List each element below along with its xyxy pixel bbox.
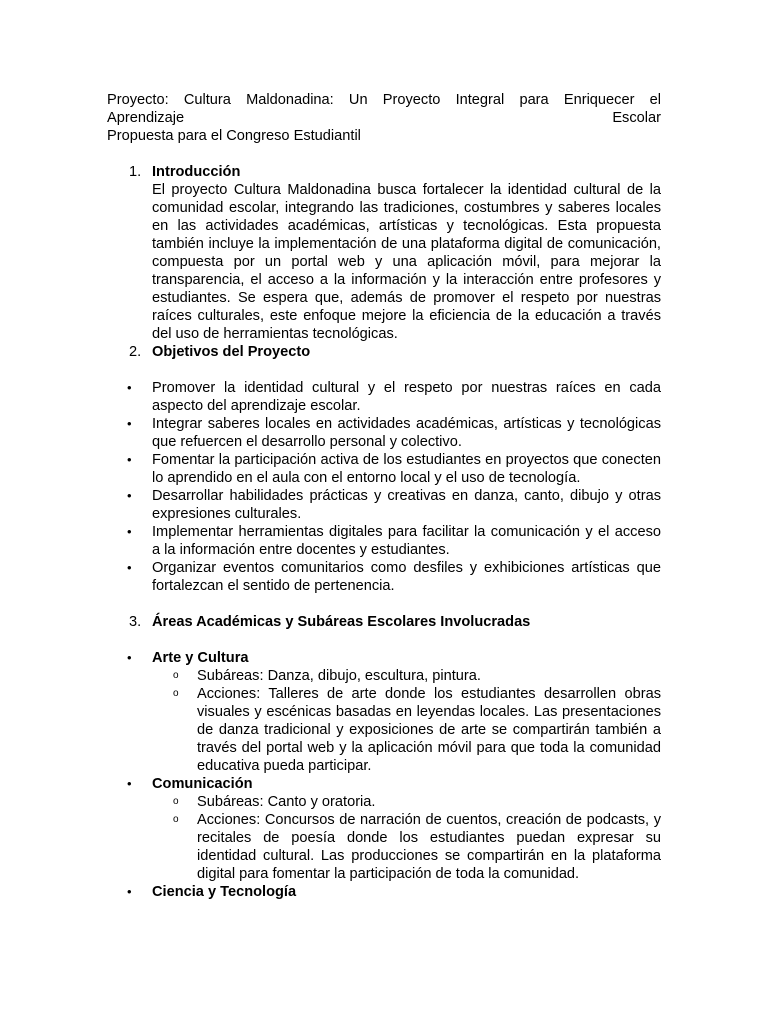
bullet-icon: •	[127, 380, 132, 395]
area-title: Arte y Cultura	[152, 650, 249, 666]
bullet-icon: •	[127, 560, 132, 575]
sub-list	[152, 667, 661, 775]
objective-text: Fomentar la participación activa de los estudiantes en proyectos que conecten lo aprendido en el aula con el entorno local y el uso de tecnología.	[152, 452, 661, 486]
objective-text: Integrar saberes locales en actividades académicas, artísticas y tecnológicas que refuercen el desarrollo personal y colectivo.	[152, 416, 661, 450]
list-item	[107, 523, 661, 559]
sub-item-text: Subáreas: Canto y oratoria.	[197, 794, 376, 810]
area-title: Ciencia y Tecnología	[152, 884, 297, 900]
sub-item-text: Subáreas: Danza, dibujo, escultura, pintura.	[197, 668, 481, 684]
section-number: 2.	[129, 344, 142, 360]
spacer	[107, 145, 661, 163]
areas-list	[107, 649, 661, 901]
project-title-escolar: Escolar	[612, 110, 661, 126]
section-objetivos	[107, 343, 661, 361]
area-item-arte-y-cultura	[107, 649, 661, 775]
project-subtitle: Propuesta para el Congreso Estudiantil	[107, 128, 361, 144]
sub-list-item	[152, 811, 661, 883]
objective-text: Desarrollar habilidades prácticas y creativas en danza, canto, dibujo y otras expresiones culturales.	[152, 488, 661, 522]
sub-list	[152, 793, 661, 883]
list-item	[107, 487, 661, 523]
area-item-ciencia-y-tecnologia	[107, 883, 661, 901]
list-item	[107, 559, 661, 595]
area-title: Comunicación	[152, 776, 253, 792]
sub-list-item	[152, 667, 661, 685]
project-title-line-1: Proyecto: Cultura Maldonadina: Un Proyecto Integral para Enriquecer el	[107, 92, 661, 108]
project-title-line-2	[107, 109, 661, 127]
section-number: 3.	[129, 614, 142, 630]
list-item	[107, 415, 661, 451]
spacer	[107, 595, 661, 613]
bullet-icon: •	[127, 884, 132, 899]
sub-item-text: Acciones: Talleres de arte donde los estudiantes desarrollen obras visuales y escénicas basadas en leyendas locales. Las presentaciones de danza tradicional y exposiciones de arte se compartirán también a través del portal web y la aplicación móvil para que toda la comunidad educativa pueda participar.	[197, 686, 661, 774]
list-item	[107, 379, 661, 415]
bullet-icon: •	[127, 416, 132, 431]
section-number: 1.	[129, 164, 142, 180]
list-item	[107, 451, 661, 487]
section-introduccion	[107, 163, 661, 343]
project-title-aprendizaje: Aprendizaje	[107, 110, 185, 126]
section-heading: Áreas Académicas y Subáreas Escolares Involucradas	[152, 614, 531, 630]
circle-bullet-icon: o	[173, 688, 179, 699]
spacer	[107, 361, 661, 379]
circle-bullet-icon: o	[173, 796, 179, 807]
circle-bullet-icon: o	[173, 670, 179, 681]
section-heading: Introducción	[152, 164, 241, 180]
sub-list-item	[152, 685, 661, 775]
area-item-comunicacion	[107, 775, 661, 883]
objective-text: Implementar herramientas digitales para facilitar la comunicación y el acceso a la información entre docentes y estudiantes.	[152, 524, 661, 558]
objectives-list	[107, 379, 661, 595]
bullet-icon: •	[127, 524, 132, 539]
sub-list-item	[152, 793, 661, 811]
section-areas	[107, 613, 661, 631]
section-body: El proyecto Cultura Maldonadina busca fortalecer la identidad cultural de la comunidad escolar, integrando las tradiciones, costumbres y saberes locales en las actividades académicas, artísticas y tecnológicas. Esta propuesta también incluye la implementación de una plataforma digital de comunicación, compuesta por un portal web y una aplicación móvil, para mejorar la transparencia, el acceso a la información y la interacción entre profesores y estudiantes. Se espera que, además de promover el respeto por nuestras raíces culturales, este enfoque mejore la eficiencia de la educación a través del uso de herramientas tecnológicas.	[152, 182, 661, 342]
circle-bullet-icon: o	[173, 814, 179, 825]
bullet-icon: •	[127, 776, 132, 791]
bullet-icon: •	[127, 452, 132, 467]
sub-item-text: Acciones: Concursos de narración de cuentos, creación de podcasts, y recitales de poesía donde los estudiantes puedan expresar su identidad cultural. Las producciones se compartirán en la plataforma digital para fomentar la participación de toda la comunidad.	[197, 812, 661, 882]
objective-text: Organizar eventos comunitarios como desfiles y exhibiciones artísticas que fortalezcan el sentido de pertenencia.	[152, 560, 661, 594]
bullet-icon: •	[127, 650, 132, 665]
section-heading: Objetivos del Proyecto	[152, 344, 311, 360]
spacer	[107, 631, 661, 649]
objective-text: Promover la identidad cultural y el respeto por nuestras raíces en cada aspecto del aprendizaje escolar.	[152, 380, 661, 414]
document-page	[107, 91, 661, 901]
bullet-icon: •	[127, 488, 132, 503]
